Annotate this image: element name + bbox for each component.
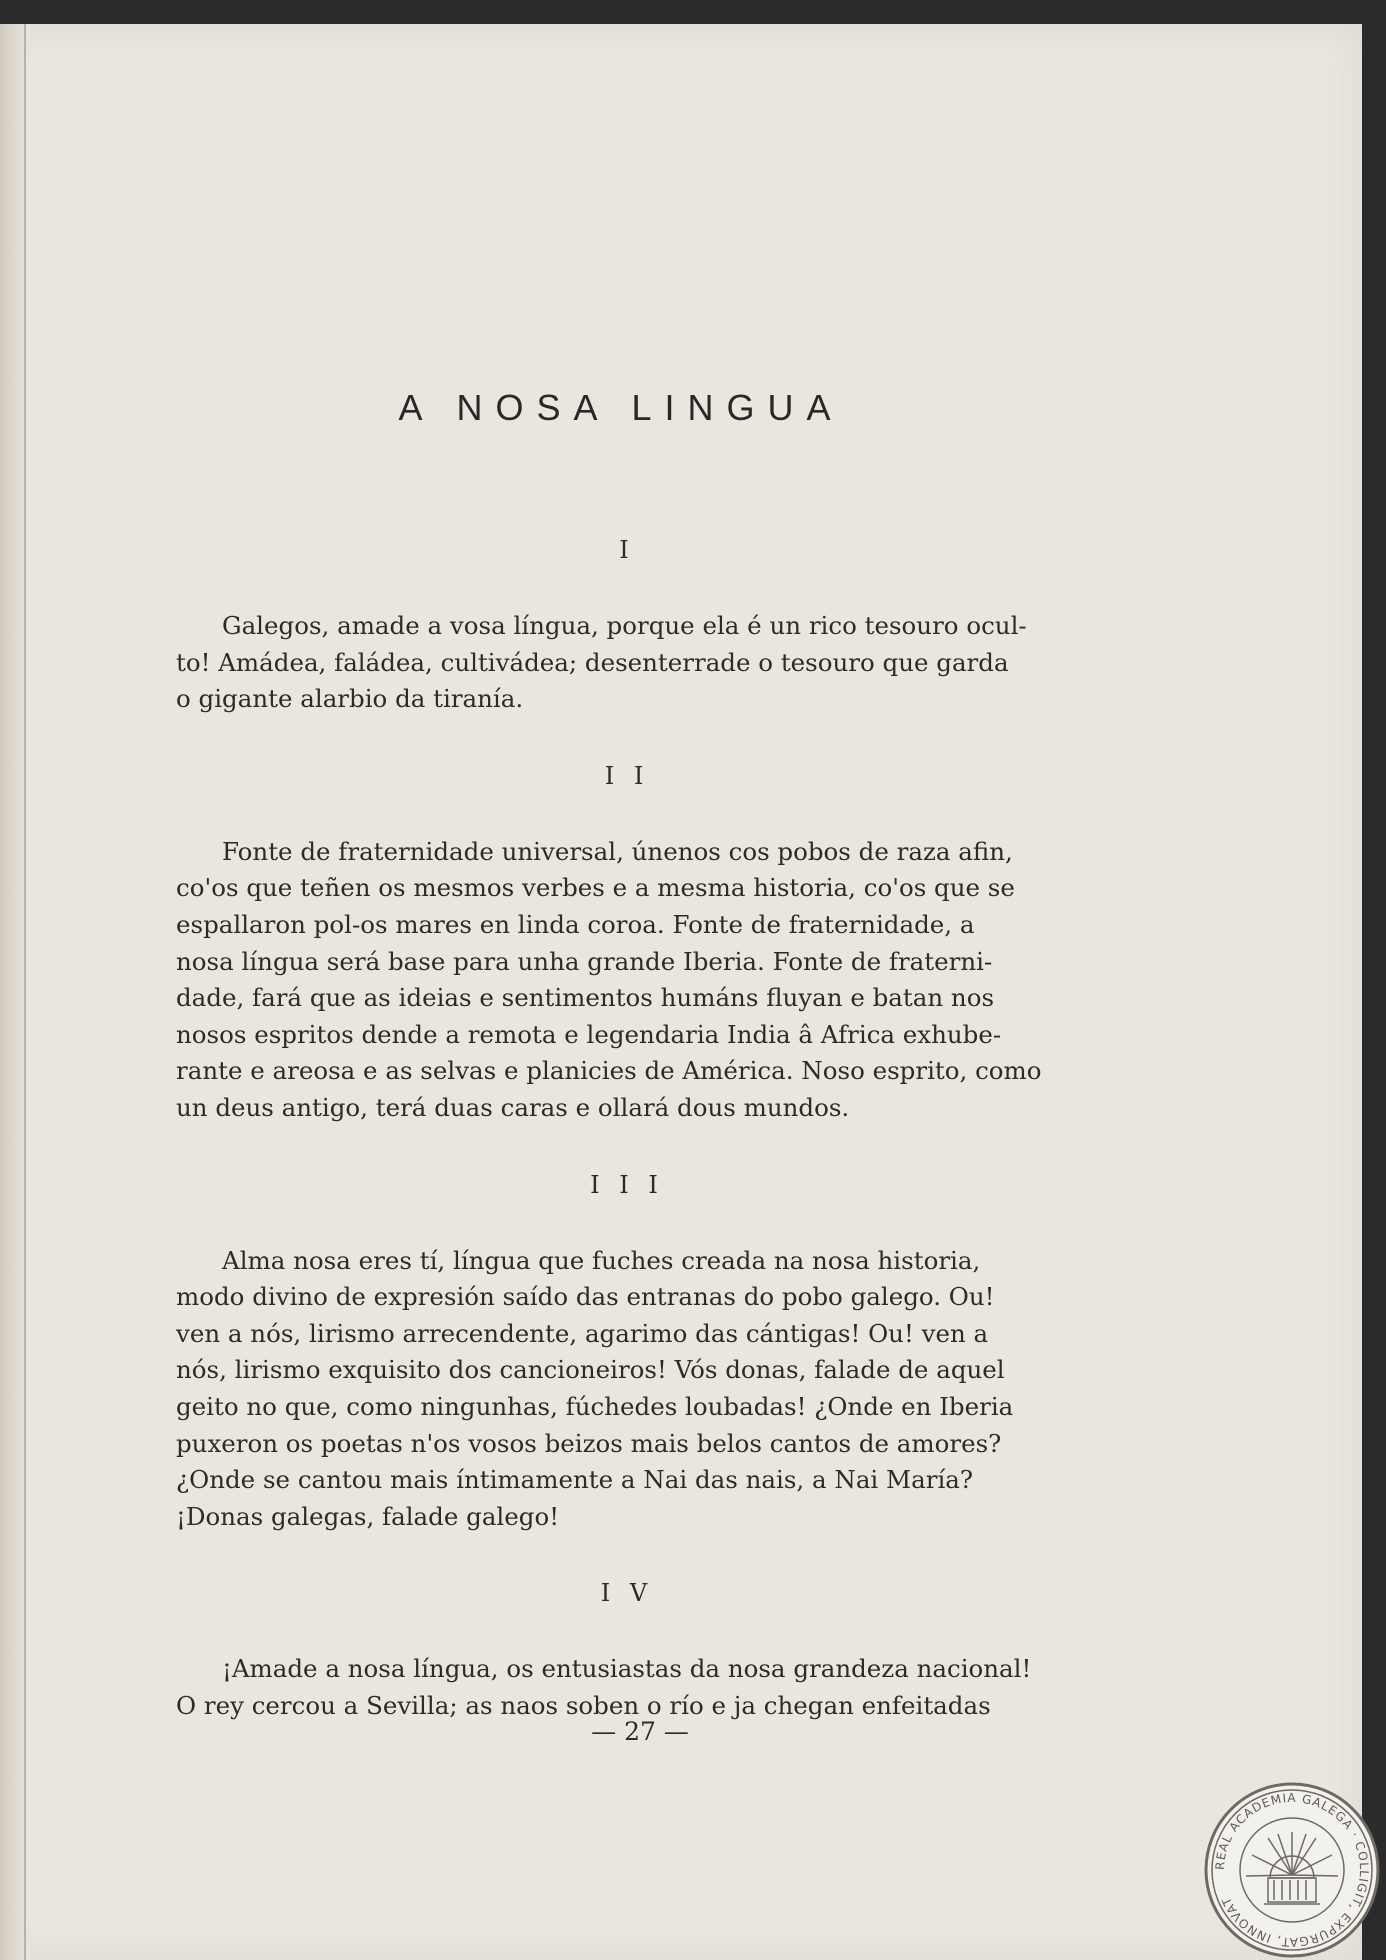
- page-title: A NOSA LINGUA: [398, 387, 844, 428]
- section-number-1: I: [619, 536, 635, 564]
- page-text: [176, 380, 1136, 1744]
- spine-fold-line: [24, 24, 26, 1960]
- section-paragraph-2: Fonte de fraternidade universal, únenos cos pobos de raza afin, co'os que teñen os mesmos verbes e a mesma historia, co'os que se espallaron pol-os mares en linda coroa. Fonte de fraternidade, a nosa língua será base para unha grande Iberia. Fonte de fraterni- dade, fará que as ideias e sentimentos humáns fluyan e batan nos nosos espritos dende a remota e legendaria India â Africa exhube- rante e areosa e as selvas e planicies de América. Noso esprito, como un deus antigo, terá duas caras e ollará dous mundos.: [176, 836, 1042, 1122]
- section-number-2: I I: [604, 761, 650, 790]
- section-paragraph-3: Alma nosa eres tí, língua que fuches creada na nosa historia, modo divino de expresión saído das entranas do pobo galego. Ou! ven a nós, lirismo arrecendente, agarimo das cántigas! Ou! ven a nós, lirismo exquisito dos cancioneiros! Vós donas, falade de aquel geito no que, como ningunhas, fúchedes loubadas! ¿Onde en Iberia puxeron os poetas n'os vosos beizos mais belos cantos de amores? ¿Onde se cantou mais íntimamente a Nai das nais, a Nai María? ¡Donas galegas, falade galego!: [176, 1245, 1014, 1531]
- section-number-3: I I I: [590, 1170, 664, 1199]
- library-stamp: [1202, 1780, 1382, 1960]
- stamp-text-path: REAL ACADEMIA GALEGA · COLLIGIT, EXPURGAT, INNOVAT: [1212, 1791, 1372, 1950]
- page-number: — 27 —: [591, 1717, 689, 1746]
- section-paragraph-4: ¡Amade a nosa língua, os entusiastas da nosa grandeza nacional! O rey cercou a Sevilla; as naos soben o río e ja chegan enfeitadas: [176, 1654, 1032, 1720]
- section-paragraph-1: Galegos, amade a vosa língua, porque ela é un rico tesouro ocul- to! Amádea, faládea, cultivádea; desenterrade o tesouro que garda o gigante alarbio da tiranía.: [176, 611, 1027, 714]
- section-number-4: I V: [600, 1579, 654, 1608]
